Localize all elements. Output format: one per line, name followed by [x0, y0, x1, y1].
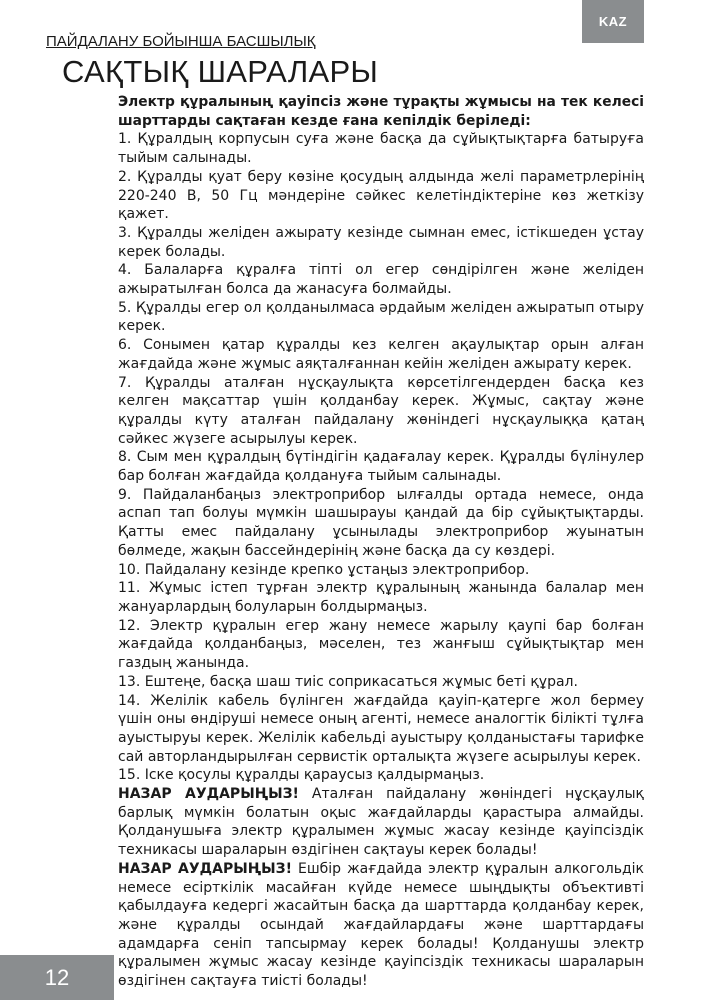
list-item: 14. Желілік кабель бүлінген жағдайда қауіп-қатерге жол бермеу үшін оны өндіруші немесе оның агенті, немесе аналогтік білікті тұлға ауыстыруы керек. Желілік кабельді ауыстыру қолданыстағы тарифке сай авторландырылған сервистік орталықта жүзеге асырылуы керек.	[118, 692, 644, 765]
list-item: 12. Электр құралын егер жану немесе жарылу қаупі бар болған жағдайда қолданбаңыз, мәселен, тез жанғыш сұйықтықтар мен газдың жанында.	[118, 617, 644, 672]
list-item: 3. Құралды желіден ажырату кезінде сымнан емес, істікшеден ұстау керек болады.	[118, 224, 644, 260]
list-item: 2. Құралды қуат беру көзіне қосудың алдында желі параметрлерінің 220-240 В, 50 Гц мәндеріне сәйкес келетіндіктеріне көз жеткізу қажет.	[118, 168, 644, 223]
list-item: 5. Құралды егер ол қолданылмаса әрдайым желіден ажыратып отыру керек.	[118, 299, 644, 335]
list-item: 7. Құралды аталған нұсқаулықта көрсетілгендерден басқа кез келген мақсаттар үшін қолданбау керек. Жұмыс, сақтау және құралды күту аталған пайдалану жөніндегі нұсқаулыққа қатаң сәйкес жүзеге асырылуы керек.	[118, 374, 644, 447]
list-item: 6. Сонымен қатар құралды кез келген ақаулықтар орын алған жағдайда және жұмыс аяқталғаннан кейін желіден ажырату керек.	[118, 337, 644, 372]
section-title: САҚТЫҚ ШАРАЛАРЫ	[62, 54, 379, 89]
list-item: 11. Жұмыс істеп тұрған электр құралының жанында балалар мен жануарлардың болуларын болдырмаңыз.	[118, 580, 644, 615]
list-item: 9. Пайдаланбаңыз электроприбор ылғалды ортада немесе, онда аспап тап болуы мүмкін шашырауы қандай да бір сұйықтықтарды. Қатты емес пайдалану ұсынылады электроприбор жуынатын бөлмеде, жақын бассейндерінің және басқа да су көздері.	[118, 486, 644, 559]
warning-label: НАЗАР АУДАРЫҢЫЗ!	[118, 786, 299, 803]
list-item: 1. Құралдың корпусын суға және басқа да сұйықтықтарға батыруға тыйым салынады.	[118, 131, 644, 167]
list-item: 10. Пайдалану кезінде крепко ұстаңыз электроприбор.	[118, 561, 530, 578]
warning-label: НАЗАР АУДАРЫҢЫЗ!	[118, 860, 292, 877]
content-body	[118, 93, 644, 991]
list-item: 13. Ештеңе, басқа шаш тиіс соприкасаться жұмыс беті құрал.	[118, 673, 578, 690]
intro-paragraph: Электр құралының қауіпсіз және тұрақты жұмысы на тек келесі шарттарды сақтаған кезде ғана кепілдік беріледі:	[118, 94, 644, 129]
warning-text: Аталған пайдалану жөніндегі нұсқаулық барлық мүмкін болатын оқыс жағдайларды қарастыра алмайды. Қолданушыға электр құралымен жұмыс жасау кезінде қауіпсіздік техникасы шараларын өздігінен сақтауы керек болады!	[118, 786, 644, 859]
language-badge: KAZ	[582, 0, 644, 43]
list-item: 4. Балаларға құралға тіпті ол егер сөндірілген және желіден ажыратылған болса да жанасуға болмайды.	[118, 262, 644, 298]
list-item: 8. Сым мен құралдың бүтіндігін қадағалау керек. Құралды бүлінулер бар болған жағдайда қолдануға тыйым салынады.	[118, 449, 644, 485]
list-item: 15. Іске қосулы құралды қараусыз қалдырмаңыз.	[118, 767, 485, 784]
manual-title: ПАЙДАЛАНУ БОЙЫНША БАСШЫЛЫҚ	[46, 33, 316, 50]
warning-paragraph	[118, 785, 644, 860]
page-number: 12	[0, 955, 114, 1000]
warning-paragraph	[118, 860, 644, 991]
warning-text: Ешбір жағдайда электр құралын алкогольдік немесе есірткілік масайған күйде немесе шыңдықты объективті қабылдауға кедергі жасайтын басқа да шарттарда қолданбау керек, және құралды осындай жағдайлардағы және шарттардағы адамдарға сеніп тапсырмау керек болады! Қолданушы электр құралымен жұмыс жасау кезінде қауіпсіздік техникасы шараларын өздігінен сақтауға тиісті болады!	[118, 860, 644, 990]
